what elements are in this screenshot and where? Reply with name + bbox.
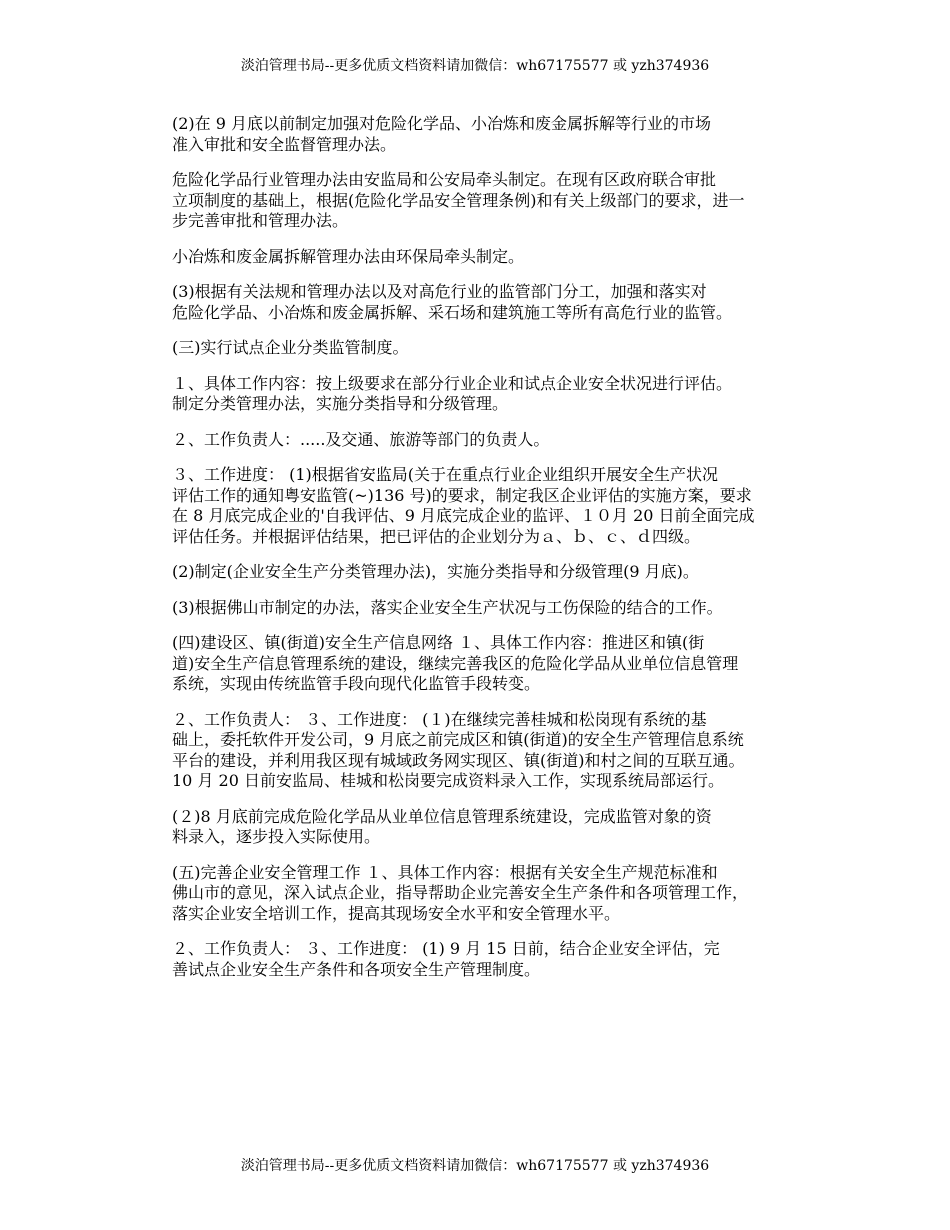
text-line: 料录入，逐步投入实际使用。	[172, 827, 381, 846]
text-line: 小冶炼和废金属拆解管理办法由环保局牵头制定。	[172, 246, 525, 266]
text-line: 道)安全生产信息管理系统的建设，继续完善我区的危险化学品从业单位信息管理	[172, 653, 739, 673]
text-line: 善试点企业安全生产条件和各项安全生产管理制度。	[172, 959, 541, 979]
text-line: (2)在 9 月底以前制定加强对危险化学品、小冶炼和废金属拆解等行业的市场	[172, 114, 712, 133]
paragraph	[140, 598, 830, 619]
paragraph	[140, 114, 830, 155]
text-line: 危险化学品、小冶炼和废金属拆解、采石场和建筑施工等所有高危行业的监管。	[172, 302, 733, 322]
text-line: (五)完善企业安全管理工作 １、具体工作内容：根据有关安全生产规范标准和	[172, 862, 718, 882]
paragraph	[140, 710, 830, 792]
text-line: 评估工作的通知粤安监管(~)136 号)的要求，制定我区企业评估的实施方案，要求	[172, 485, 752, 505]
text-line: ２、工作负责人：.....及交通、旅游等部门的负责人。	[172, 429, 550, 449]
text-line: (四)建设区、镇(街道)安全生产信息网络 １、具体工作内容：推进区和镇(街	[172, 633, 705, 652]
text-line: ２、工作负责人： ３、工作进度： (１)在继续完善桂城和松岗现有系统的基	[172, 709, 707, 729]
text-line: 系统，实现由传统监管手段向现代化监管手段转变。	[172, 674, 541, 693]
text-line: 佛山市的意见，深入试点企业，指导帮助企业完善安全生产条件和各项管理工作，	[172, 883, 749, 902]
text-line: 制定分类管理办法，实施分类指导和分级管理。	[172, 394, 509, 413]
paragraph	[140, 430, 830, 451]
paragraph	[140, 374, 830, 415]
paragraph	[140, 170, 830, 232]
paragraph	[140, 863, 830, 925]
text-line: 平台的建设，并利用我区现有城域政务网实现区、镇(街道)和村之间的互联互通。	[172, 750, 745, 770]
paragraph	[140, 939, 830, 980]
paragraph	[140, 562, 830, 583]
paragraph	[140, 807, 830, 848]
text-line: (3)根据有关法规和管理办法以及对高危行业的监管部门分工，加强和落实对	[172, 282, 707, 301]
paragraph	[140, 465, 830, 547]
text-line: (3)根据佛山市制定的办法，落实企业安全生产状况与工伤保险的结合的工作。	[172, 597, 723, 617]
text-line: 落实企业安全培训工作，提高其现场安全水平和安全管理水平。	[172, 903, 621, 923]
paragraph	[140, 247, 830, 268]
text-line: ３、工作进度： (1)根据省安监局(关于在重点行业企业组织开展安全生产状况	[172, 465, 718, 484]
text-line: 10 月 20 日前安监局、桂城和松岗要完成资料录入工作，实现系统局部运行。	[172, 771, 724, 790]
text-line: 准入审批和安全监督管理办法。	[172, 134, 397, 154]
text-line: 立项制度的基础上，根据(危险化学品安全管理条例)和有关上级部门的要求，进一	[172, 190, 745, 210]
page-footer: 淡泊管理书局--更多优质文档资料请加微信：wh67175577 或 yzh374936	[240, 1158, 710, 1174]
document-body	[140, 114, 830, 995]
section-heading	[140, 338, 830, 359]
page-header: 淡泊管理书局--更多优质文档资料请加微信：wh67175577 或 yzh374936	[240, 58, 710, 74]
text-line: ２、工作负责人： ３、工作进度： (1) 9 月 15 日前，结合企业安全评估，完	[172, 939, 720, 958]
text-line: 础上，委托软件开发公司，9 月底之前完成区和镇(街道)的安全生产管理信息系统	[172, 730, 744, 749]
text-line: (２)8 月底前完成危险化学品从业单位信息管理系统建设，完成监管对象的资	[172, 806, 712, 826]
text-line: (三)实行试点企业分类监管制度。	[172, 338, 409, 357]
text-line: 步完善审批和管理办法。	[172, 211, 349, 230]
text-line: 在 8 月底完成企业的'自我评估、9 月底完成企业的监评、１０月 20 日前全面完成	[172, 506, 755, 525]
paragraph	[140, 633, 830, 695]
paragraph	[140, 282, 830, 323]
text-line: 危险化学品行业管理办法由安监局和公安局牵头制定。在现有区政府联合审批	[172, 170, 717, 189]
text-line: 评估任务。并根据评估结果，把已评估的企业划分为ａ、ｂ、ｃ、ｄ四级。	[172, 526, 701, 546]
text-line: (2)制定(企业安全生产分类管理办法)，实施分类指导和分级管理(9 月底)。	[172, 562, 699, 581]
text-line: １、具体工作内容：按上级要求在部分行业企业和试点企业安全状况进行评估。	[172, 373, 733, 393]
